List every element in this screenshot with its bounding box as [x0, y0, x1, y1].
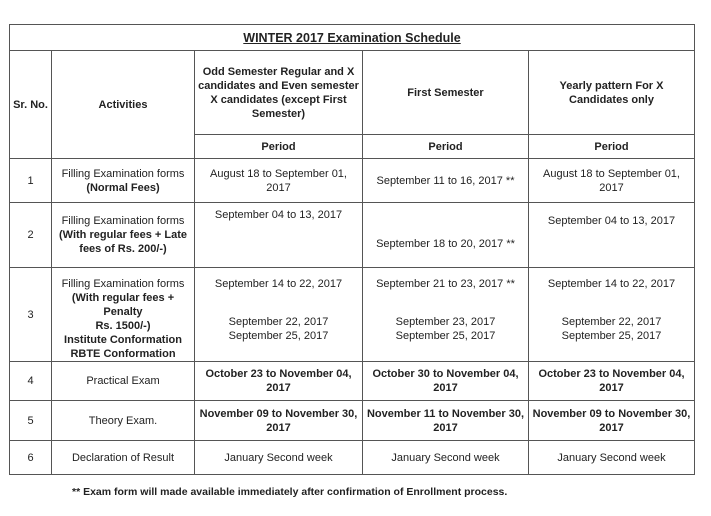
activity-line: Institute Conformation [64, 334, 182, 346]
yearly-period: January Second week [529, 441, 695, 475]
table-row [10, 268, 695, 362]
table-row [10, 401, 695, 441]
sr-no: 5 [10, 401, 52, 441]
activity-line: (With regular fees + Penalty [71, 292, 175, 318]
period-line: September 25, 2017 [561, 330, 662, 342]
activity-line: Rs. 1500/-) [95, 320, 151, 332]
period-line: September 22, 2017 [561, 316, 662, 328]
activity-line: RBTE Conformation [70, 348, 176, 360]
period-line: September 21 to 23, 2017 ** [376, 278, 515, 290]
activity-line: fees of Rs. 200/-) [79, 243, 167, 255]
header-first-semester: First Semester [363, 51, 529, 135]
yearly-period: August 18 to September 01, 2017 [529, 159, 695, 203]
activity-cell [52, 268, 195, 362]
activity-cell: Declaration of Result [52, 441, 195, 475]
activity-line: Filling Examination forms [61, 167, 185, 180]
sr-no: 3 [10, 268, 52, 362]
first-period: September 18 to 20, 2017 ** [363, 203, 529, 268]
odd-period: August 18 to September 01, 2017 [195, 159, 363, 203]
header-sr-no: Sr. No. [10, 51, 52, 159]
period-line: September 14 to 22, 2017 [214, 278, 343, 290]
activity-line: (With regular fees + Late [59, 229, 187, 241]
first-period: September 11 to 16, 2017 ** [363, 159, 529, 203]
table-row [10, 203, 695, 268]
schedule-table [9, 24, 695, 475]
header-odd-semester: Odd Semester Regular and X candidates and Even semester X candidates (except First Semester) [195, 51, 363, 135]
sr-no: 4 [10, 362, 52, 401]
table-row [10, 362, 695, 401]
yearly-period: September 04 to 13, 2017 [529, 203, 695, 268]
odd-period: November 09 to November 30, 2017 [195, 401, 363, 441]
header-activities: Activities [52, 51, 195, 159]
period-line: September 25, 2017 [395, 330, 496, 342]
schedule-sheet [9, 24, 694, 475]
activity-cell: Practical Exam [52, 362, 195, 401]
odd-period: October 23 to November 04, 2017 [195, 362, 363, 401]
activity-cell [52, 159, 195, 203]
activity-cell: Theory Exam. [52, 401, 195, 441]
period-line: September 14 to 22, 2017 [547, 278, 676, 290]
header-period-first: Period [363, 135, 529, 159]
first-period: October 30 to November 04, 2017 [363, 362, 529, 401]
activity-line: Filling Examination forms [61, 278, 185, 290]
period-line: September 25, 2017 [228, 330, 329, 342]
table-title: WINTER 2017 Examination Schedule [10, 25, 695, 51]
odd-period: January Second week [195, 441, 363, 475]
first-period [363, 268, 529, 362]
sr-no: 2 [10, 203, 52, 268]
table-row [10, 159, 695, 203]
activity-line: (Normal Fees) [86, 181, 160, 194]
header-period-odd: Period [195, 135, 363, 159]
yearly-period: November 09 to November 30, 2017 [529, 401, 695, 441]
activity-line: Filling Examination forms [61, 215, 185, 227]
table-row [10, 441, 695, 475]
yearly-period: October 23 to November 04, 2017 [529, 362, 695, 401]
first-period: January Second week [363, 441, 529, 475]
first-period: November 11 to November 30, 2017 [363, 401, 529, 441]
header-yearly-pattern: Yearly pattern For X Candidates only [529, 51, 695, 135]
period-line: September 23, 2017 [395, 316, 496, 328]
odd-period: September 04 to 13, 2017 [195, 203, 363, 268]
sr-no: 1 [10, 159, 52, 203]
odd-period [195, 268, 363, 362]
sr-no: 6 [10, 441, 52, 475]
footnote: ** Exam form will made available immediately after confirmation of Enrollment process. [72, 486, 508, 498]
yearly-period [529, 268, 695, 362]
header-period-yearly: Period [529, 135, 695, 159]
period-line: September 22, 2017 [228, 316, 329, 328]
activity-cell [52, 203, 195, 268]
